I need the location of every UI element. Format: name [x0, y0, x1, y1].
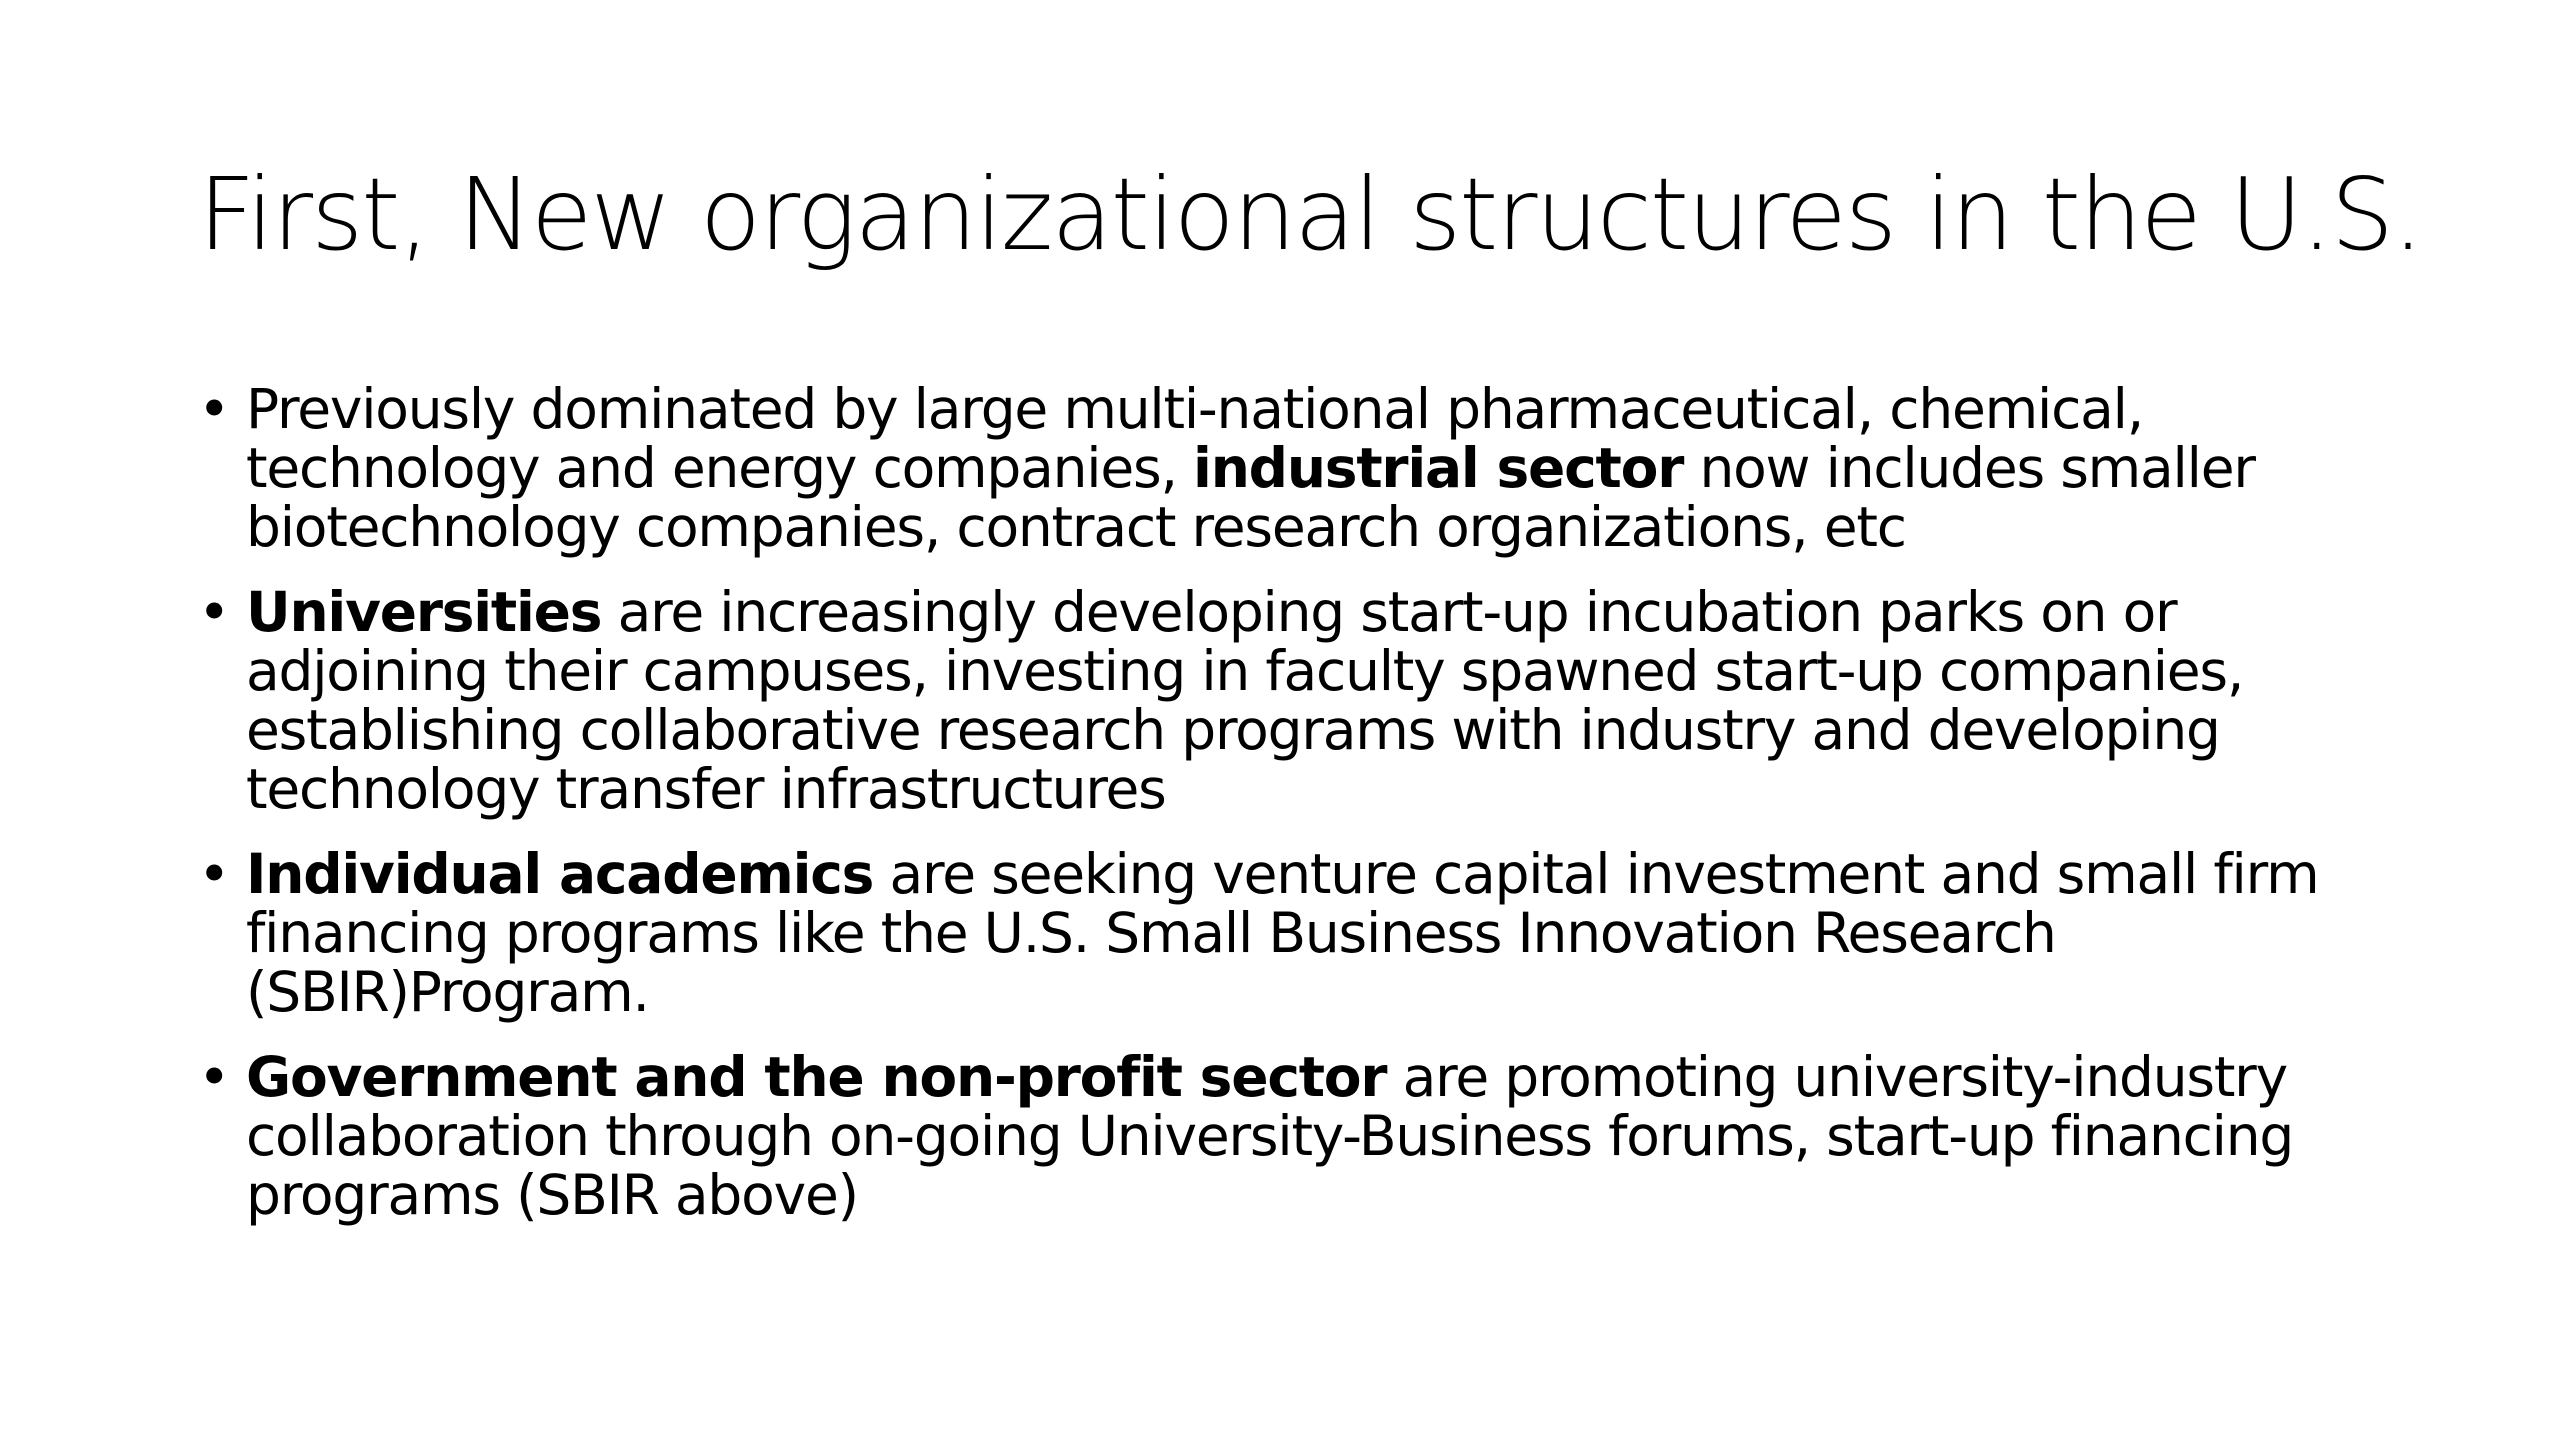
bullet-dot-icon: • — [198, 377, 230, 441]
bullet-text-plain: are increasingly developing start-up incubation parks on or adjoining their campuses, investing in faculty spawned start-up companies, establishing collaborative research programs with industry and developing technology transfer infrastructures — [246, 580, 2244, 821]
bullet-list — [198, 377, 2398, 1251]
bullet-item — [198, 842, 2398, 1024]
bullet-item — [198, 377, 2398, 559]
slide-title: First, New organizational structures in the U.S. — [198, 156, 2422, 273]
bullet-item — [198, 580, 2398, 821]
bullet-dot-icon: • — [198, 1045, 230, 1109]
bullet-text-plain: are seeking venture capital investment and small firm financing programs like the U.S. Small Business Innovation Research (SBIR)Program. — [246, 842, 2319, 1024]
bullet-text-bold: Government and the non-profit sector — [246, 1045, 1387, 1109]
bullet-text-plain: now includes smaller biotechnology companies, contract research organizations, etc — [246, 436, 2255, 559]
bullet-text-bold: Universities — [246, 580, 602, 644]
bullet-dot-icon: • — [198, 580, 230, 644]
bullet-text-bold: industrial sector — [1193, 436, 1684, 500]
bullet-item — [198, 1045, 2398, 1227]
bullet-text-plain: are promoting university-industry collaboration through on-going University-Business forums, start-up financing programs (SBIR above) — [246, 1045, 2294, 1227]
bullet-text-plain: Previously dominated by large multi-national pharmaceutical, chemical, technology and energy companies, — [246, 377, 2143, 500]
bullet-text-bold: Individual academics — [246, 842, 874, 906]
bullet-dot-icon: • — [198, 842, 230, 906]
